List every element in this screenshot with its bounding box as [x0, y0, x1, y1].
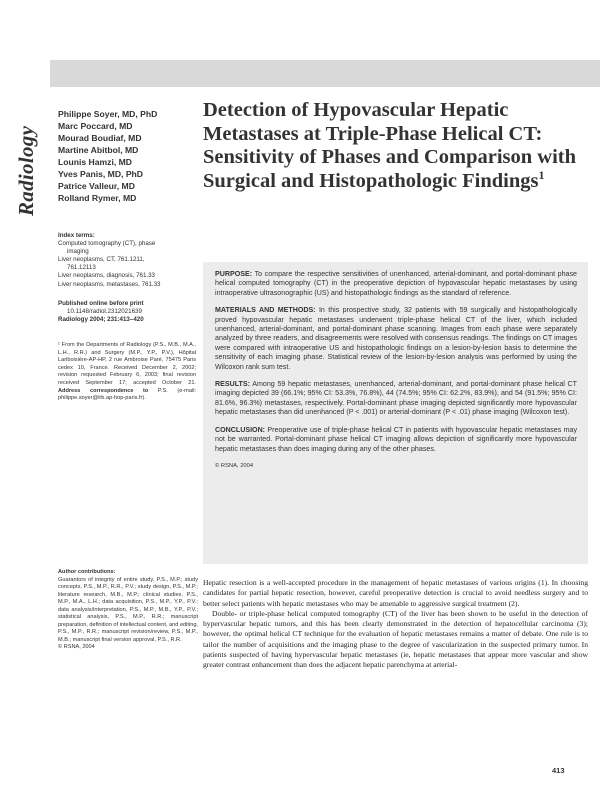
index-term: Liver neoplasms, CT, 761.1211,	[58, 256, 145, 264]
methods-head: MATERIALS AND METHODS:	[215, 306, 316, 315]
abstract-methods	[215, 306, 577, 372]
contributions-text: Guarantors of integrity of entire study, P.S., M.P.; study concepts, P.S., M.P., R.R., P.V.; study design, P.S., M.P.; literature research, M.B., M.P.; clinical studies, P.S., M.P., M.A., L.H.; data acquisition, P.S., M.P., Y.P., P.V.; data analysis/interpretation, P.S., M.P., M.B., Y.P., P.V.; statistical analysis, P.S., M.P., R.R.; manuscript preparation, definition of intellectual content, and editing, P.S., M.P., R.R.; manuscript revision/review, P.S., M.P., M.B.; manuscript final version approval, P.S., R.R.	[58, 576, 198, 643]
index-term: Liver neoplasms, diagnosis, 761.33	[58, 272, 155, 280]
index-term: imaging	[67, 248, 89, 256]
author: Marc Poccard, MD	[58, 121, 133, 131]
methods-text: In this prospective study, 32 patients with 59 surgically and histopathologically proved hypovascular hepatic metastases underwent triple-phase helical CT of the liver, which included unenhanced, arterial-dominant, and portal-dominant phase scanning. Images from each phase were separately analyzed by three readers, and disagreements were resolved with consensus readings. The findings on CT images were compared with intraoperative US and histopathologic findings on a lesion-by-lesion basis to determine the sensitivity of each imaging phase. Statistical review of the lesion-by-lesion analysis was performed by using the Wilcoxon rank sum test.	[215, 306, 577, 371]
publication-label: Published online before print	[58, 300, 144, 307]
body-text	[203, 578, 588, 671]
index-term: 761.12113	[67, 264, 96, 272]
abstract-conclusion	[215, 426, 577, 454]
index-term: Computed tomography (CT), phase	[58, 240, 156, 248]
abstract	[215, 270, 577, 479]
title-text: Detection of Hypovascular Hepatic Metastases at Triple-Phase Helical CT: Sensitivity of Phases and Comparison with Surgical and Histopathologic Findings	[203, 99, 577, 192]
affiliation-footnote	[58, 342, 196, 403]
doi: 10.1148/radiol.2312021639	[67, 308, 142, 316]
article-title	[203, 99, 588, 193]
index-terms	[58, 232, 203, 289]
page-number: 413	[552, 766, 565, 775]
journal-name: Radiology	[14, 125, 38, 216]
body-paragraph: Double- or triple-phase helical computed tomography (CT) of the liver has been shown to be useful in the detection of hypervascular hepatic tumors, and this has been clearly demonstrated in the detection of hepatocellular carcinoma (3); however, the optimal helical CT technique for the evaluation of hepatic metastases remains a matter of debate. One rule is to tailor the number of acquisitions and the imaging phase to the degree of vascularization in the suspected primary tumor. In patients suspected of having hypervascular hepatic metastases (ie, hepatic metastases that appear more vascular and show greater contrast enhancement than does the adjacent hepatic parenchyma at arterial-	[203, 608, 588, 670]
author-list	[58, 108, 198, 204]
abstract-purpose	[215, 270, 577, 298]
citation: Radiology 2004; 231:413–420	[58, 316, 144, 324]
footnote-marker: ¹	[58, 342, 60, 348]
address-label: Address correspondence to	[58, 387, 149, 394]
contributions-copyright: © RSNA, 2004	[58, 644, 95, 650]
index-term: Liver neoplasms, metastases, 761.33	[58, 280, 161, 288]
purpose-head: PURPOSE:	[215, 270, 253, 278]
author: Rolland Rymer, MD	[58, 193, 137, 203]
author-contributions	[58, 569, 198, 652]
purpose-text: To compare the respective sensitivities of unenhanced, arterial-dominant, and portal-dominant phase helical computed tomography (CT) in the preoperative depiction of hypovascular hepatic metastases by using intraoperative ultrasonographic (US) and histopathologic findings as the standard of reference.	[215, 270, 577, 297]
body-paragraph: Hepatic resection is a well-accepted procedure in the management of hepatic metastases of various origins (1). In choosing candidates for partial hepatic resection, however, careful preoperative detection is crucial to avoid needless surgery and to better select patients with hepatic metastases who may be amenable to aggressive surgical treatment (2).	[203, 578, 588, 608]
footnote-text: From the Departments of Radiology (P.S., M.B., M.A., L.H., R.R.) and Surgery (M.P., Y.P., P.V.), Hôpital Lariboisière-AP-HP, 2 rue Ambroise Paré, 75475 Paris cedex 10, France. Received December 2, 2002; revision requested February 6, 2003; final revision received September 17; accepted October 21.	[58, 342, 196, 386]
author: Lounis Hamzi, MD	[58, 157, 133, 167]
results-text: Among 59 hepatic metastases, unenhanced, arterial-dominant, and portal-dominant phase helical CT imaging depicted 39 (66.1%; 95% CI: 53.3%, 76.8%), 44 (74.5%; 95% CI: 62.2%, 83.9%), and 54 (91.5%; 95% CI: 81.6%, 96.3%) metastases, respectively. Portal-dominant phase imaging depicted significantly more hypovascular hepatic metastases than did unenhanced (P < .001) or arterial-dominant (P < .01) phase imaging (Wilcoxon test).	[215, 380, 577, 417]
header-band	[50, 60, 600, 87]
abstract-copyright: © RSNA, 2004	[215, 462, 254, 469]
index-terms-label: Index terms:	[58, 232, 95, 239]
conclusion-head: CONCLUSION:	[215, 425, 266, 434]
author: Mourad Boudiaf, MD	[58, 133, 142, 143]
title-footnote-marker: 1	[538, 167, 545, 182]
author: Philippe Soyer, MD, PhD	[58, 109, 158, 119]
author: Martine Abitbol, MD	[58, 145, 139, 155]
results-head: RESULTS:	[215, 380, 250, 389]
conclusion-text: Preoperative use of triple-phase helical CT in patients with hypovascular hepatic metastases may not be warranted. Portal-dominant phase helical CT imaging allows depiction of significantly more hypovascular hepatic metastases than does imaging during any of the other phases.	[215, 425, 577, 453]
contributions-label: Author contributions:	[58, 569, 116, 575]
author: Yves Panis, MD, PhD	[58, 169, 144, 179]
publication-info	[58, 300, 203, 324]
abstract-results	[215, 380, 577, 418]
author: Patrice Valleur, MD	[58, 181, 135, 191]
address-text: P.S. (e-mail: philippe.soyer@lrb.ap-hop-paris.fr).	[58, 387, 196, 402]
